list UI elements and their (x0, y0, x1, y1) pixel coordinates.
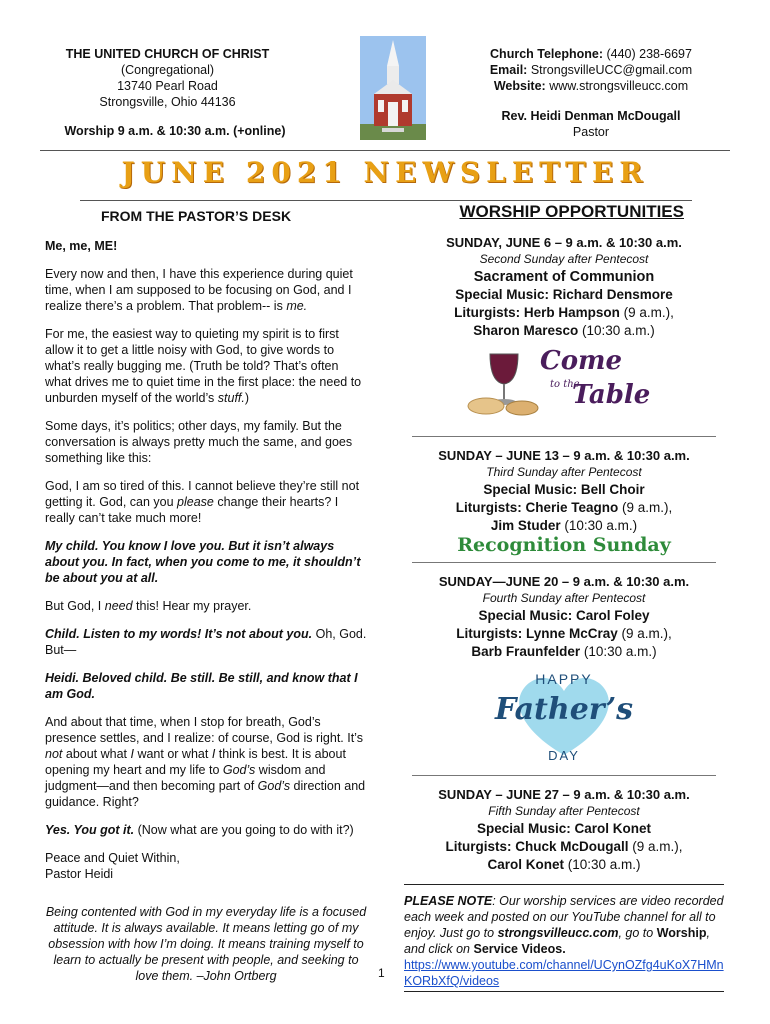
fathers-day-image (400, 667, 728, 767)
website-url[interactable]: www.strongsvilleucc.com (549, 79, 689, 93)
to-the-text: to the (550, 379, 580, 390)
contact-block (446, 46, 736, 140)
service-music: Special Music: Richard Densmore (455, 287, 673, 302)
service-subtitle: Fifth Sunday after Pentecost (488, 804, 640, 818)
service-music: Special Music: Carol Konet (476, 821, 652, 836)
service-liturgist-2: Jim Studer (10:30 a.m.) (490, 518, 638, 533)
pastor-paragraph-1: Every now and then, I have this experience during quiet time, when I am supposed to be focusing on God, and I realize there’s a problem. That problem-- is me. (45, 267, 353, 313)
recognition-sunday-banner: Recognition Sunday (457, 534, 671, 556)
fathers-text: Father’s (494, 692, 634, 727)
day-text: DAY (548, 748, 580, 763)
pastor-paragraph-6: But God, I need this! Hear my prayer. (45, 599, 252, 613)
worship-column (400, 203, 728, 992)
pastor-paragraph-2: For me, the easiest way to quieting my spirit is to first allow it to get a little noisy with God, to give words to what’s really bugging me. (Truth be told? That’s often what drives me to quiet time in the first place: the need to unburden myself of the world’s stuff.) (45, 327, 362, 405)
table-text: Table (572, 380, 651, 410)
worship-heading: WORSHIP OPPORTUNITIES (459, 202, 684, 221)
note-site[interactable]: strongsvilleucc.com (497, 926, 619, 940)
phone-number: (440) 238-6697 (606, 47, 692, 61)
pastor-paragraph-7: Child. Listen to my words! It’s not about you. Oh, God. But— (45, 627, 367, 657)
service-liturgists: Liturgists: Cherie Teagno (9 a.m.), (455, 500, 673, 515)
pastors-desk-column (45, 208, 367, 984)
service-date: SUNDAY – JUNE 13 – 9 a.m. & 10:30 a.m. (438, 448, 690, 463)
closing-line-2: Pastor Heidi (45, 867, 114, 881)
pastor-paragraph-8: Heidi. Beloved child. Be still. Be still, and know that I am God. (45, 671, 358, 701)
service-subtitle: Fourth Sunday after Pentecost (482, 591, 646, 605)
pastor-paragraph-9: And about that time, when I stop for breath, God’s presence settles, and I realize: of course, God is right. It’s not about what I want or what I think is best. It is about opening my heart and my life to God’s wisdom and judgment—and then becoming part of God’s direction and guidance. Right? (45, 715, 366, 809)
service-liturgists: Liturgists: Chuck McDougall (9 a.m.), (445, 839, 683, 854)
closing-line-1: Peace and Quiet Within, (45, 851, 180, 865)
header-divider (40, 150, 730, 151)
church-info-block (40, 46, 295, 110)
website-label: Website: (493, 79, 546, 93)
service-subtitle: Third Sunday after Pentecost (486, 465, 642, 479)
come-text: Come (540, 346, 623, 376)
newsletter-title: JUNE 2021 NEWSLETTER (121, 156, 649, 189)
email-address[interactable]: StrongsvilleUCC@gmail.com (530, 63, 693, 77)
service-music: Special Music: Bell Choir (483, 482, 645, 497)
note-label: PLEASE NOTE (404, 894, 493, 908)
service-june-27 (400, 786, 728, 874)
service-date: SUNDAY—JUNE 20 – 9 a.m. & 10:30 a.m. (438, 574, 690, 589)
pastors-desk-heading: FROM THE PASTOR’S DESK (101, 208, 292, 224)
address-line1: 13740 Pearl Road (117, 79, 218, 93)
pastor-paragraph-3: Some days, it’s politics; other days, my family. But the conversation is always pretty much the same, and goes something like this: (45, 419, 353, 465)
church-name: THE UNITED CHURCH OF CHRIST (65, 47, 270, 61)
service-june-20 (400, 573, 728, 767)
service-music: Special Music: Carol Foley (478, 608, 650, 623)
phone-label: Church Telephone: (490, 47, 603, 61)
pastor-title: Pastor (572, 125, 610, 139)
pastor-intro: Me, me, ME! (45, 239, 118, 253)
service-divider (412, 775, 716, 776)
service-liturgist-2: Carol Konet (10:30 a.m.) (487, 857, 641, 872)
church-photo (360, 36, 426, 140)
pastor-name: Rev. Heidi Denman McDougall (501, 109, 681, 123)
worship-time: Worship 9 a.m. & 10:30 a.m. (+online) (64, 124, 286, 138)
come-to-table-image (400, 346, 728, 420)
pastor-paragraph-10: Yes. You got it. (Now what are you going to do with it?) (45, 823, 354, 837)
service-divider (412, 436, 716, 437)
pastor-paragraph-5: My child. You know I love you. But it isn’t always about you. In fact, when you come to me, it shouldn’t be about you at all. (45, 539, 361, 585)
service-liturgist-2: Sharon Maresco (10:30 a.m.) (473, 323, 655, 338)
email-label: Email: (489, 63, 528, 77)
address-line2: Strongsville, Ohio 44136 (99, 95, 236, 109)
note-divider (404, 884, 724, 885)
note-bottom-divider (404, 991, 724, 992)
service-date: SUNDAY – JUNE 27 – 9 a.m. & 10:30 a.m. (438, 787, 690, 802)
service-june-6 (400, 234, 728, 420)
service-subtitle: Second Sunday after Pentecost (479, 252, 649, 266)
video-note: PLEASE NOTE: Our worship services are video recorded each week and posted on our YouTube channel for all to enjoy. Just go to strongsvilleucc.com, go to Worship, and click on Service Videos. https://www.youtube.com/channel/UCynOZfg4uKoX7HMnKORbXfQ/videos (404, 894, 724, 988)
title-divider (80, 200, 692, 201)
page-number: 1 (378, 966, 385, 980)
pastor-paragraph-4: God, I am so tired of this. I cannot believe they’re still not getting it. God, can you please change their hearts? I really can’t take much more! (45, 479, 360, 525)
happy-text: HAPPY (535, 671, 593, 687)
service-liturgist-2: Barb Fraunfelder (10:30 a.m.) (471, 644, 657, 659)
youtube-link[interactable]: https://www.youtube.com/channel/UCynOZfg4uKoX7HMnKORbXfQ/videos (404, 958, 724, 988)
service-liturgists: Liturgists: Herb Hampson (9 a.m.), (454, 305, 674, 320)
service-liturgists: Liturgists: Lynne McCray (9 a.m.), (456, 626, 672, 641)
service-line: Sacrament of Communion (473, 269, 655, 285)
service-date: SUNDAY, JUNE 6 – 9 a.m. & 10:30 a.m. (446, 235, 682, 250)
service-june-13 (400, 447, 728, 554)
ortberg-quote: Being contented with God in my everyday life is a focused attitude. It is always available. It means letting go of my obsession with how I’m doing. It means training myself to learn to actually be present with people, and seeking to love them. –John Ortberg (45, 905, 367, 983)
service-divider (412, 562, 716, 563)
denomination: (Congregational) (120, 63, 215, 77)
